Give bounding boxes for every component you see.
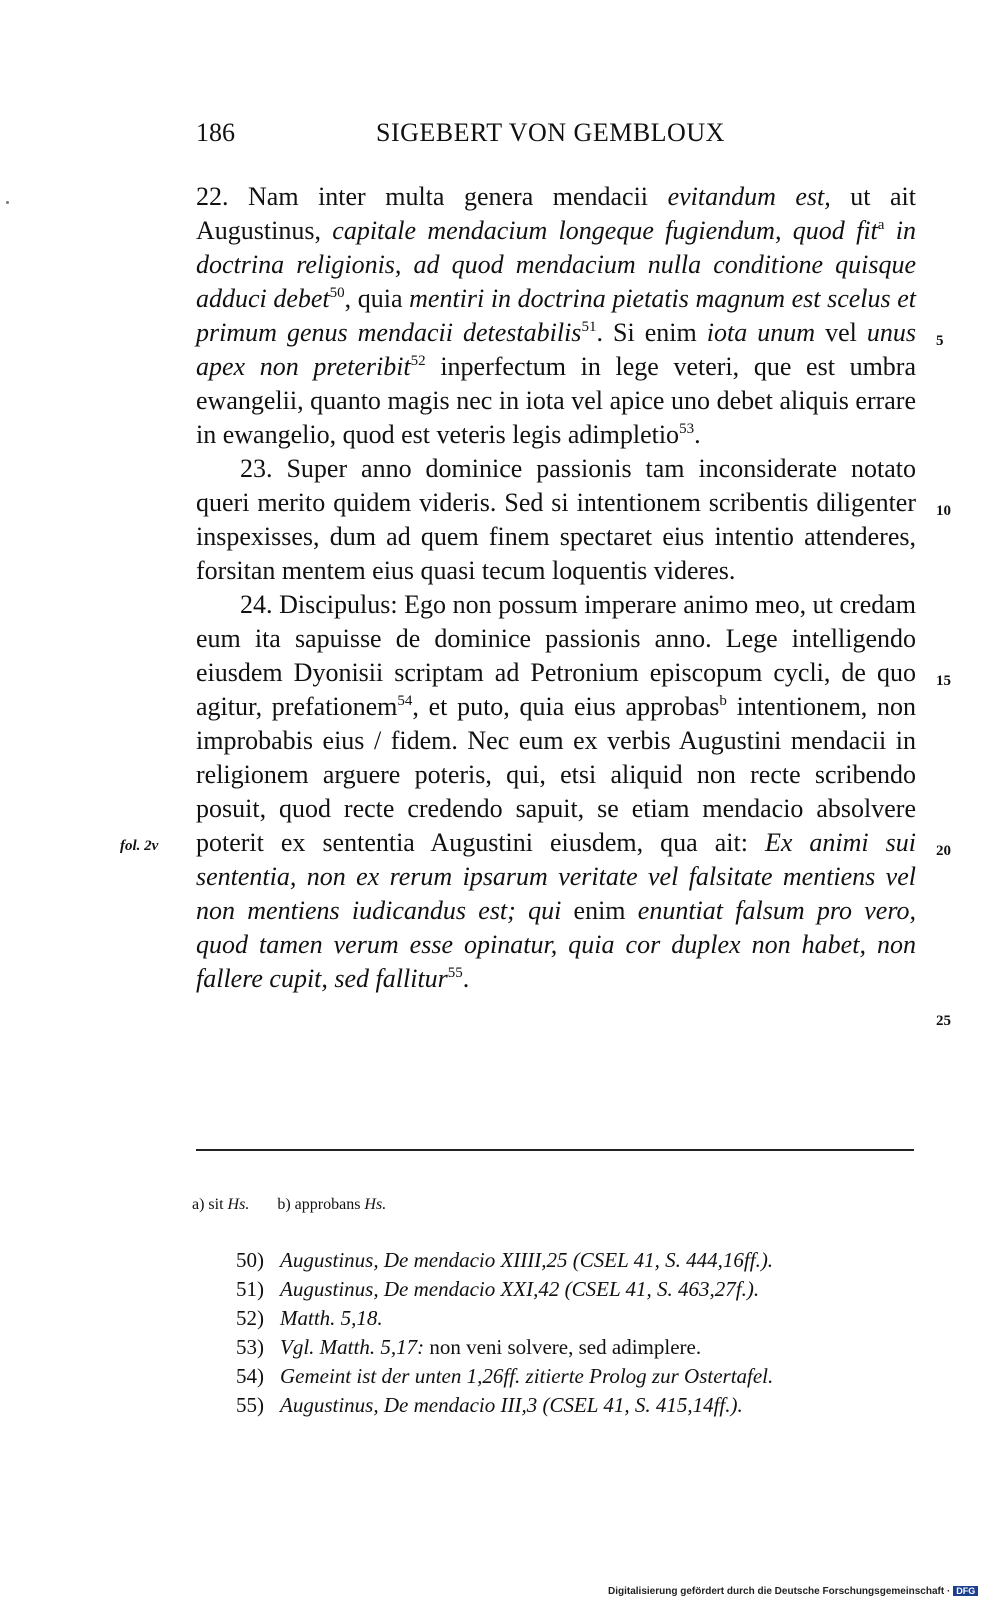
footnote-ref-54: 54 <box>397 693 413 709</box>
footnote-50: 50) Augustinus, De mendacio XIIII,25 (CSEL 41, S. 444,16ff.). <box>236 1248 774 1272</box>
paragraph-23: 23. Super anno dominice passionis tam inconsiderate notato queri merito quidem videris. Sed si intentionem scribentis diligenter inspexisses, dum ad quem finem spectaret eius intentio attenderes, forsitan mentem eius quasi tecum loquentis videres. <box>196 454 916 585</box>
apparatus-note-a: a) sit Hs. <box>192 1196 250 1213</box>
line-number-25: 25 <box>936 1013 951 1029</box>
line-number-20: 20 <box>936 843 951 859</box>
footnote-ref-53: 53 <box>679 421 695 437</box>
folio-margin-note: fol. 2v <box>120 838 159 854</box>
dfg-logo: DFG <box>953 1586 978 1596</box>
apparatus-mark-a: a <box>877 217 885 233</box>
footnote-52: 52) Matth. 5,18. <box>236 1306 383 1330</box>
main-text <box>196 180 916 996</box>
paragraph-22: 22. Nam inter multa genera mendacii evitandum est, ut ait Augustinus, capitale mendacium longeque fugiendum, quod fit$^a$ in doctrina religionis, ad quod mendacium nulla conditione quisque adduci debet$^{50}$, quia mentiri in doctrina pietatis magnum est scelus et primum genus mendacii detestabilis$^{51}$. Si enim iota unum vel unus apex non preteribit$^{52}$ inperfectum in lege veteri, que est umbra ewangelii, quanto magis nec in iota vel apice uno debet aliquis errare in ewangelio, quod est veteris legis adimpletio$^{53}$. <box>196 182 917 449</box>
footnote-ref-50: 50 <box>329 285 345 301</box>
footnote-53: 53) Vgl. Matth. 5,17: non veni solvere, sed adimplere. <box>236 1335 702 1359</box>
apparatus-note-b: b) approbans Hs. <box>277 1196 387 1213</box>
footnote-ref-52: 52 <box>410 353 426 369</box>
footnote-54: 54) Gemeint ist der unten 1,26ff. zitierte Prolog zur Ostertafel. <box>236 1364 774 1388</box>
digitization-credit: Digitalisierung gefördert durch die Deutsche Forschungsgemeinschaft · DFG <box>608 1586 978 1597</box>
running-title: SIGEBERT VON GEMBLOUX <box>376 118 725 147</box>
footnotes-list <box>236 1246 926 1420</box>
paragraph-24: 24. Discipulus: Ego non possum imperare animo meo, ut credam eum ita sapuisse de dominice passionis anno. Lege intelligendo eiusdem Dyonisii scriptam ad Petronium episcopum cycli, de quo agitur, prefationem$^{54}$, et puto, quia eius approbas$^b$ intentionem, non improbabis eius / fidem. Nec eum ex verbis Augustini mendacii in religionem arguere poteris, qui, etsi aliquid non recte scribendo posuit, quod recte credendo sapuit, se etiam mendacio absolvere poterit ex sententia Augustini eiusdem, qua ait: Ex animi sui sententia, non ex rerum ipsarum veritate vel falsitate mentiens vel non mentiens iudicandus est; qui enim enuntiat falsum pro vero, quod tamen verum esse opinatur, quia cor duplex non habet, non fallere cupit, sed fallitur$^{55}$. <box>196 590 916 993</box>
critical-apparatus <box>192 1196 410 1214</box>
apparatus-mark-b: b <box>719 693 727 709</box>
line-number-10: 10 <box>936 503 951 519</box>
footnote-ref-55: 55 <box>447 965 463 981</box>
scan-speck <box>6 201 9 204</box>
line-number-15: 15 <box>936 673 951 689</box>
footnote-51: 51) Augustinus, De mendacio XXI,42 (CSEL 41, S. 463,27f.). <box>236 1277 760 1301</box>
running-header <box>196 118 916 154</box>
footnote-divider <box>196 1149 914 1151</box>
footnote-55: 55) Augustinus, De mendacio III,3 (CSEL 41, S. 415,14ff.). <box>236 1393 743 1417</box>
page-number: 186 <box>196 118 235 147</box>
footnote-ref-51: 51 <box>581 319 597 335</box>
line-number-5: 5 <box>936 333 944 349</box>
